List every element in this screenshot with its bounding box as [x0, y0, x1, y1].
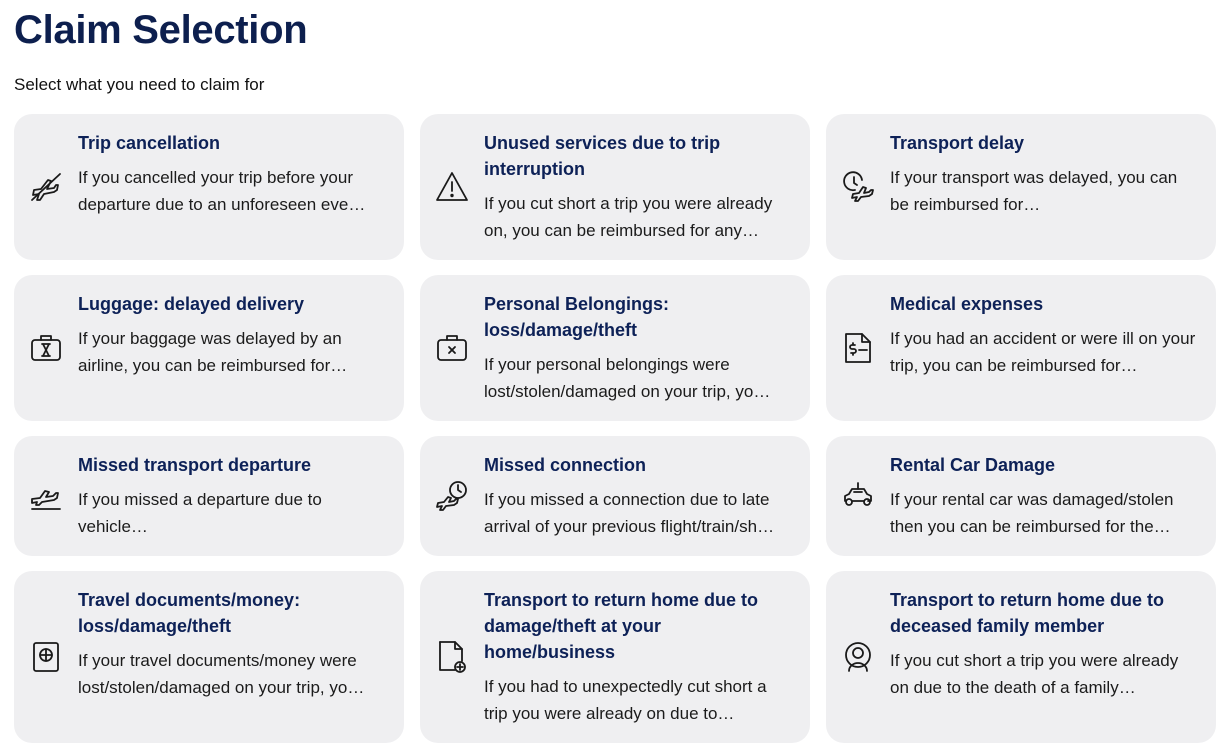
claim-card-missed-departure[interactable] [14, 436, 404, 556]
cancelled-flight-icon [28, 169, 64, 205]
departure-icon [28, 478, 64, 514]
claim-card-description: If your personal belongings were lost/stolen/damaged on your trip, yo… [484, 355, 771, 401]
damaged-bag-icon [434, 330, 470, 366]
claim-card-luggage-delayed[interactable] [14, 275, 404, 421]
claim-card-title: Medical expenses [890, 294, 1044, 314]
claim-card-travel-documents[interactable] [14, 571, 404, 743]
flight-delay-icon [840, 169, 876, 205]
claim-card-title: Transport to return home due to deceased family member [890, 590, 1165, 636]
claim-card-description: If you cancelled your trip before your departure due to an unforeseen eve… [78, 168, 366, 214]
claim-card-title: Trip cancellation [78, 133, 221, 153]
claim-card-title: Travel documents/money: loss/damage/theft [78, 590, 301, 636]
claim-card-description: If you had to unexpectedly cut short a trip you were already on due to… [484, 677, 767, 723]
claim-card-description: If your rental car was damaged/stolen then you can be reimbursed for the… [890, 490, 1174, 536]
claim-card-title: Rental Car Damage [890, 455, 1056, 475]
claim-card-medical-expenses[interactable] [826, 275, 1216, 421]
delayed-luggage-icon [28, 330, 64, 366]
claim-type-grid [14, 114, 1216, 743]
claim-card-description: If you had an accident or were ill on your trip, you can be reimbursed for… [890, 329, 1196, 375]
claim-card-personal-belongings[interactable] [420, 275, 810, 421]
medical-bill-icon [840, 330, 876, 366]
claim-card-return-home-damage[interactable] [420, 571, 810, 743]
document-add-icon [434, 639, 470, 675]
claim-card-trip-cancellation[interactable] [14, 114, 404, 260]
claim-card-description: If your baggage was delayed by an airline, you can be reimbursed for… [78, 329, 348, 375]
claim-card-transport-delay[interactable] [826, 114, 1216, 260]
claim-card-title: Missed connection [484, 455, 647, 475]
claim-card-description: If your transport was delayed, you can be reimbursed for… [890, 168, 1178, 214]
passport-icon [28, 639, 64, 675]
car-damage-icon [840, 478, 876, 514]
page-title: Claim Selection [14, 8, 308, 52]
claim-card-title: Missed transport departure [78, 455, 312, 475]
claim-card-missed-connection[interactable] [420, 436, 810, 556]
claim-card-title: Luggage: delayed delivery [78, 294, 305, 314]
claim-card-rental-car-damage[interactable] [826, 436, 1216, 556]
person-icon [840, 639, 876, 675]
warning-icon [434, 169, 470, 205]
claim-card-description: If you missed a connection due to late arrival of your previous flight/train/sh… [484, 490, 775, 536]
claim-card-title: Transport to return home due to damage/theft at your home/business [484, 590, 759, 662]
claim-card-description: If your travel documents/money were lost/stolen/damaged on your trip, yo… [78, 651, 365, 697]
missed-connection-icon [434, 478, 470, 514]
claim-card-title: Personal Belongings: loss/damage/theft [484, 294, 670, 340]
claim-card-title: Unused services due to trip interruption [484, 133, 721, 179]
page-subtitle: Select what you need to claim for [14, 75, 265, 94]
claim-card-return-home-deceased[interactable] [826, 571, 1216, 743]
claim-card-description: If you cut short a trip you were already on, you can be reimbursed for any… [484, 194, 773, 240]
claim-card-title: Transport delay [890, 133, 1025, 153]
claim-card-unused-services[interactable] [420, 114, 810, 260]
claim-card-description: If you missed a departure due to vehicle… [78, 490, 322, 536]
claim-card-description: If you cut short a trip you were already on due to the death of a family… [890, 651, 1179, 697]
